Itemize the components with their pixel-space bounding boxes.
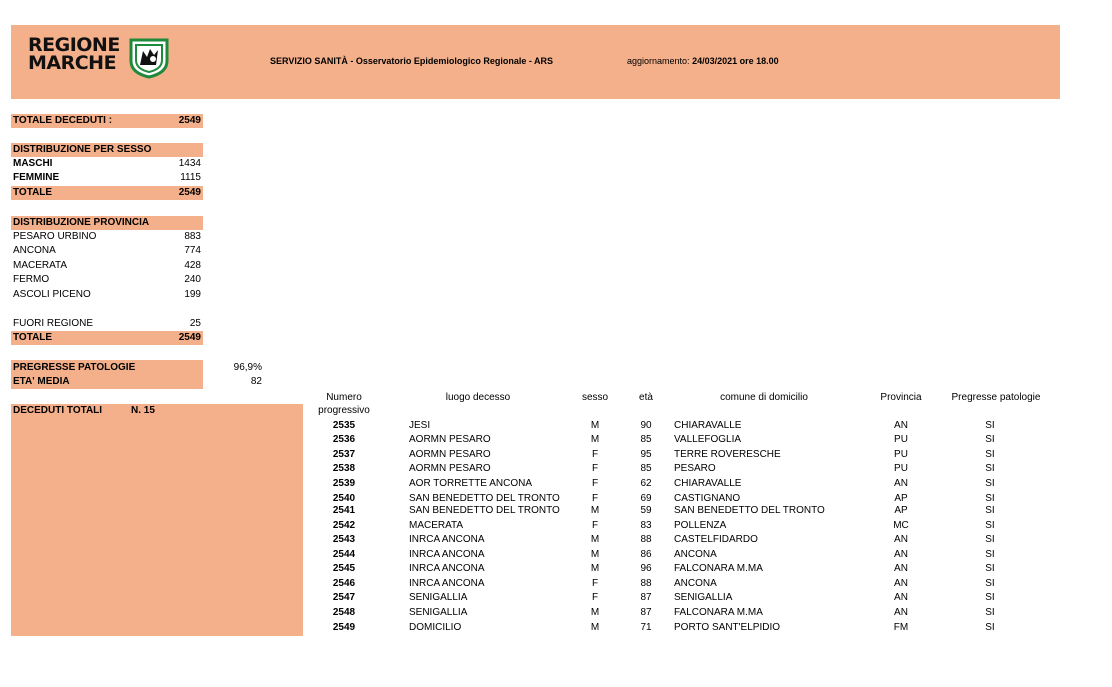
cell-comune: ANCONA (674, 549, 717, 560)
provincia-title-row (11, 216, 203, 230)
header-patologie: Pregresse patologie (951, 392, 1041, 403)
update-label: aggiornamento: (627, 56, 690, 66)
cell-comune: PESARO (674, 463, 716, 474)
cell-luogo: DOMICILIO (409, 622, 462, 633)
cell-patologie: SI (985, 534, 995, 545)
province-value: 883 (184, 231, 201, 242)
cell-comune: SENIGALLIA (674, 592, 733, 603)
cell-numero: 2544 (332, 549, 356, 560)
cell-provincia: PU (894, 463, 908, 474)
cell-luogo: SENIGALLIA (409, 607, 468, 618)
cell-luogo: AORMN PESARO (409, 463, 491, 474)
cell-comune: TERRE ROVERESCHE (674, 449, 781, 460)
cell-provincia: AN (894, 420, 908, 431)
cell-eta: 96 (640, 563, 652, 574)
totale-deceduti-value: 2549 (178, 115, 201, 126)
eta-media-value: 82 (250, 376, 262, 387)
cell-patologie: SI (985, 607, 995, 618)
cell-luogo: INRCA ANCONA (409, 549, 485, 560)
cell-patologie: SI (985, 463, 995, 474)
cell-patologie: SI (985, 622, 995, 633)
cell-sesso: M (590, 434, 600, 445)
cell-sesso: M (590, 420, 600, 431)
cell-numero: 2547 (332, 592, 356, 603)
sesso-totale-value: 2549 (178, 187, 201, 198)
cell-numero: 2535 (332, 420, 356, 431)
province-row (11, 244, 203, 258)
cell-eta: 88 (640, 534, 652, 545)
cell-sesso: F (591, 463, 599, 474)
femmine-label: FEMMINE (13, 172, 60, 183)
femmine-value: 1115 (180, 172, 201, 183)
cell-sesso: F (591, 478, 599, 489)
province-row (11, 259, 203, 273)
province-row (11, 288, 203, 302)
cell-provincia: AN (894, 592, 908, 603)
eta-media-label: ETA' MEDIA (13, 376, 70, 387)
cell-provincia: FM (893, 622, 909, 633)
cell-numero: 2541 (332, 505, 356, 516)
cell-luogo: AOR TORRETTE ANCONA (409, 478, 532, 489)
province-label: ANCONA (13, 245, 56, 256)
cell-luogo: SENIGALLIA (409, 592, 468, 603)
sesso-title-row (11, 143, 203, 157)
cell-comune: CHIARAVALLE (674, 420, 742, 431)
provincia-title: DISTRIBUZIONE PROVINCIA (13, 217, 150, 228)
province-value: 199 (184, 289, 201, 300)
cell-luogo: INRCA ANCONA (409, 578, 485, 589)
province-value: 428 (184, 260, 201, 271)
cell-comune: PORTO SANT'ELPIDIO (674, 622, 781, 633)
cell-patologie: SI (985, 578, 995, 589)
provincia-totale-label: TOTALE (13, 332, 53, 343)
header-numero (314, 391, 374, 417)
cell-sesso: M (590, 563, 600, 574)
cell-patologie: SI (985, 563, 995, 574)
cell-eta: 59 (640, 505, 652, 516)
cell-numero: 2536 (332, 434, 356, 445)
cell-eta: 86 (640, 549, 652, 560)
cell-provincia: AP (894, 493, 908, 504)
cell-patologie: SI (985, 493, 995, 504)
province-label: ASCOLI PICENO (13, 289, 91, 300)
deceduti-totali-label: DECEDUTI TOTALI (13, 405, 103, 416)
cell-sesso: M (590, 607, 600, 618)
cell-numero: 2537 (332, 449, 356, 460)
maschi-row (11, 157, 203, 171)
cell-patologie: SI (985, 592, 995, 603)
cell-eta: 83 (640, 520, 652, 531)
header-eta: età (639, 392, 653, 403)
femmine-row (11, 171, 203, 185)
provincia-totale-value: 2549 (178, 332, 201, 343)
header-comune: comune di domicilio (720, 392, 808, 403)
cell-eta: 95 (640, 449, 652, 460)
cell-numero: 2545 (332, 563, 356, 574)
cell-eta: 87 (640, 592, 652, 603)
cell-comune: POLLENZA (674, 520, 727, 531)
cell-sesso: F (591, 520, 599, 531)
cell-sesso: F (591, 592, 599, 603)
cell-eta: 85 (640, 434, 652, 445)
maschi-value: 1434 (178, 158, 201, 169)
cell-sesso: F (591, 449, 599, 460)
cell-patologie: SI (985, 520, 995, 531)
province-row (11, 273, 203, 287)
cell-comune: SAN BENEDETTO DEL TRONTO (674, 505, 825, 516)
cell-luogo: AORMN PESARO (409, 434, 491, 445)
cell-patologie: SI (985, 549, 995, 560)
cell-patologie: SI (985, 420, 995, 431)
logo-text-line1: REGIONE (28, 34, 120, 56)
cell-eta: 87 (640, 607, 652, 618)
cell-patologie: SI (985, 434, 995, 445)
cell-sesso: F (591, 493, 599, 504)
cell-eta: 90 (640, 420, 652, 431)
cell-provincia: AN (894, 578, 908, 589)
totale-deceduti-row (11, 114, 203, 128)
deceduti-totali-block (11, 404, 303, 636)
cell-patologie: SI (985, 505, 995, 516)
cell-patologie: SI (985, 478, 995, 489)
cell-comune: FALCONARA M.MA (674, 563, 763, 574)
cell-luogo: AORMN PESARO (409, 449, 491, 460)
cell-eta: 71 (640, 622, 652, 633)
cell-patologie: SI (985, 449, 995, 460)
cell-numero: 2538 (332, 463, 356, 474)
cell-provincia: AN (894, 534, 908, 545)
cell-eta: 62 (640, 478, 652, 489)
cell-numero: 2548 (332, 607, 356, 618)
province-label: MACERATA (13, 260, 68, 271)
cell-comune: CASTIGNANO (674, 493, 741, 504)
cell-numero: 2540 (332, 493, 356, 504)
sesso-title: DISTRIBUZIONE PER SESSO (13, 144, 152, 155)
regione-marche-emblem-icon (128, 37, 170, 79)
cell-provincia: PU (894, 449, 908, 460)
cell-eta: 85 (640, 463, 652, 474)
province-row (11, 230, 203, 244)
cell-luogo: JESI (409, 420, 431, 431)
patologie-value: 96,9% (233, 362, 262, 373)
province-label: PESARO URBINO (13, 231, 97, 242)
cell-luogo: SAN BENEDETTO DEL TRONTO (409, 493, 560, 504)
cell-numero: 2549 (332, 622, 356, 633)
fuori-regione-row (11, 317, 203, 331)
cell-luogo: SAN BENEDETTO DEL TRONTO (409, 505, 560, 516)
header-provincia: Provincia (880, 392, 922, 403)
cell-provincia: AN (894, 607, 908, 618)
cell-sesso: M (590, 505, 600, 516)
cell-numero: 2542 (332, 520, 356, 531)
cell-eta: 88 (640, 578, 652, 589)
sesso-totale-label: TOTALE (13, 187, 53, 198)
cell-provincia: PU (894, 434, 908, 445)
cell-luogo: INRCA ANCONA (409, 563, 485, 574)
cell-luogo: INRCA ANCONA (409, 534, 485, 545)
cell-numero: 2539 (332, 478, 356, 489)
update-info (627, 56, 779, 66)
provincia-totale-row (11, 331, 203, 345)
cell-comune: CASTELFIDARDO (674, 534, 758, 545)
fuori-regione-value: 25 (189, 318, 201, 329)
province-value: 240 (184, 274, 201, 285)
sesso-totale-row (11, 186, 203, 200)
cell-comune: ANCONA (674, 578, 717, 589)
province-label: FERMO (13, 274, 50, 285)
cell-comune: CHIARAVALLE (674, 478, 742, 489)
cell-sesso: M (590, 549, 600, 560)
logo-text-line2: MARCHE (28, 52, 117, 74)
cell-sesso: M (590, 534, 600, 545)
province-value: 774 (184, 245, 201, 256)
fuori-regione-label: FUORI REGIONE (13, 318, 94, 329)
header-luogo: luogo decesso (445, 392, 511, 403)
cell-eta: 69 (640, 493, 652, 504)
header-numero-line1: Numero (326, 392, 362, 403)
cell-provincia: AP (894, 505, 908, 516)
patologie-label: PREGRESSE PATOLOGIE (13, 362, 136, 373)
cell-provincia: MC (893, 520, 909, 531)
header-numero-line2: progressivo (318, 405, 370, 416)
totale-deceduti-label: TOTALE DECEDUTI : (13, 115, 113, 126)
cell-numero: 2546 (332, 578, 356, 589)
cell-comune: FALCONARA M.MA (674, 607, 763, 618)
deceduti-totali-count: N. 15 (131, 405, 155, 416)
cell-provincia: AN (894, 563, 908, 574)
cell-sesso: F (591, 578, 599, 589)
cell-sesso: M (590, 622, 600, 633)
cell-numero: 2543 (332, 534, 356, 545)
cell-comune: VALLEFOGLIA (674, 434, 742, 445)
cell-provincia: AN (894, 549, 908, 560)
cell-luogo: MACERATA (409, 520, 464, 531)
maschi-label: MASCHI (13, 158, 53, 169)
service-title: SERVIZIO SANITÀ - Osservatorio Epidemiologico Regionale - ARS (270, 56, 554, 66)
header-sesso: sesso (581, 392, 609, 403)
update-value: 24/03/2021 ore 18.00 (692, 56, 779, 66)
cell-provincia: AN (894, 478, 908, 489)
